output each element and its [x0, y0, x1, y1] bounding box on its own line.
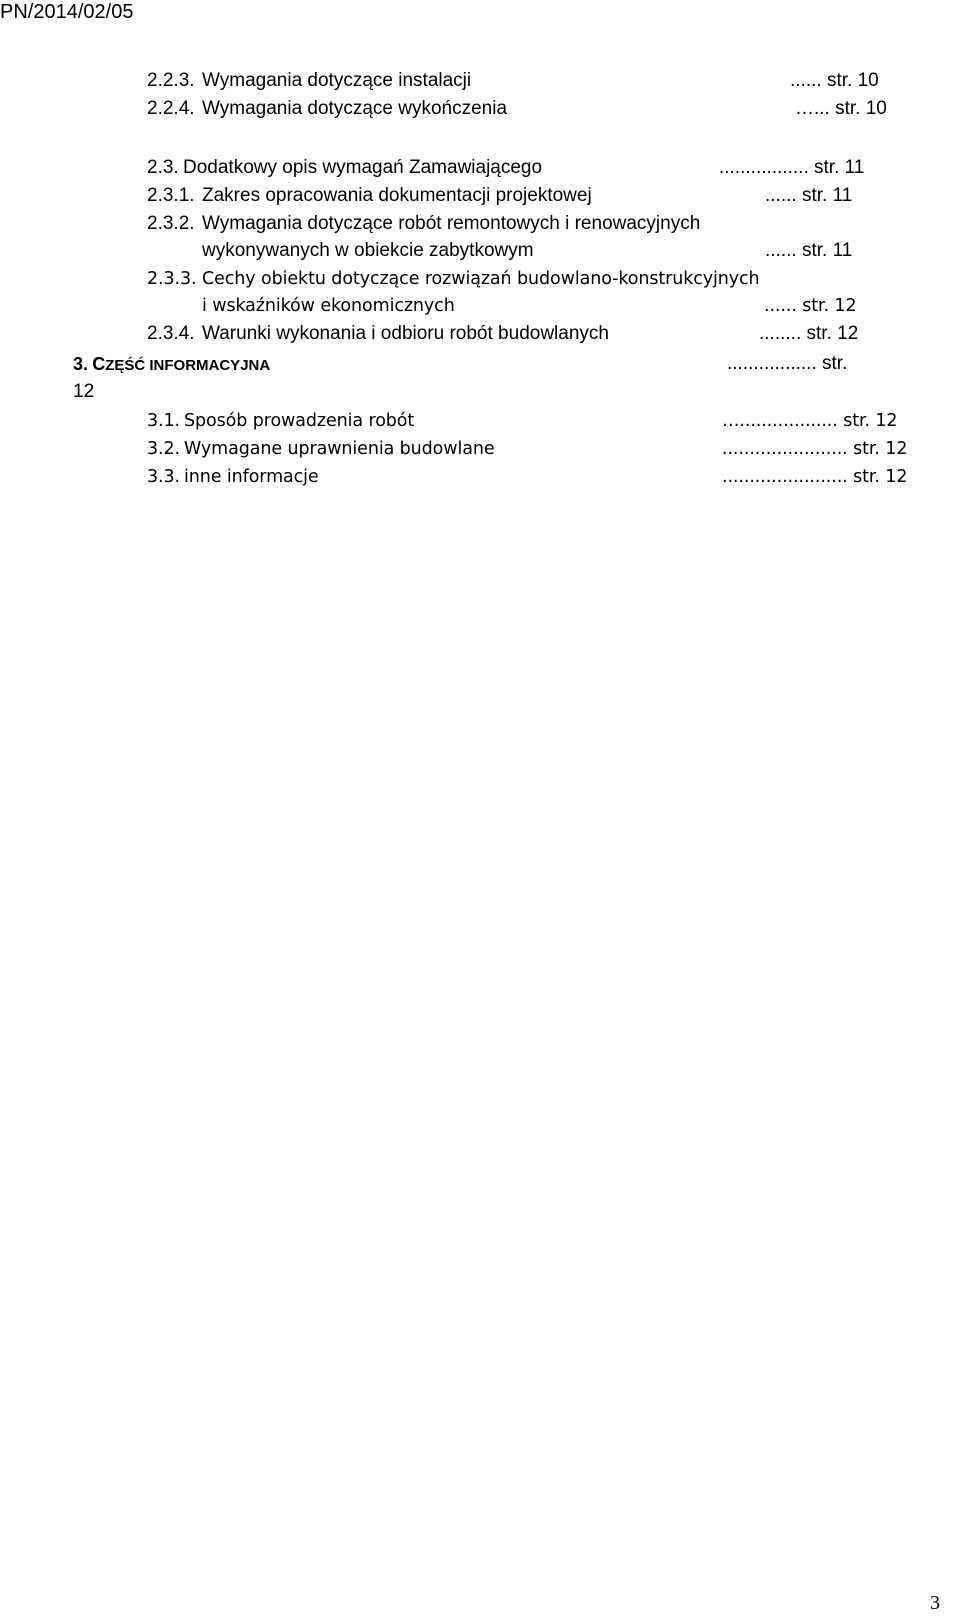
toc-entry-number: 2.2.4.	[147, 98, 195, 119]
toc-entry-title: Warunki wykonania i odbioru robót budowlanych	[202, 323, 609, 344]
toc-entry-page-ref: ................. str.	[727, 353, 848, 374]
toc-section-heading	[73, 352, 270, 378]
toc-entry-number: 2.2.3.	[147, 70, 195, 91]
toc-entry-title: inne informacje	[184, 467, 319, 487]
toc-entry-number: 3.2.	[147, 439, 180, 459]
toc-entry-page-ref: ...... str. 10	[790, 70, 879, 91]
toc-entry-title: Wymagania dotyczące robót remontowych i renowacyjnych	[202, 213, 701, 234]
toc-entry-number: 2.3.1.	[147, 185, 195, 206]
toc-entry-page-ref: ................. str. 11	[719, 157, 865, 178]
toc-entry-number: 2.3.	[147, 157, 179, 178]
toc-entry-title: Wymagane uprawnienia budowlane	[184, 439, 495, 459]
toc-entry-title: Wymagania dotyczące wykończenia	[202, 98, 508, 119]
toc-entry-page-ref: ...... str. 11	[765, 240, 853, 261]
toc-entry-page-ref: ....................... str. 12	[722, 467, 908, 487]
toc-entry-page-ref: …... str. 10	[795, 98, 887, 119]
toc-entry-title: ZĘŚĆ INFORMACYJNA	[105, 357, 271, 374]
toc-entry-page-ref: ....................... str. 12	[722, 439, 908, 459]
toc-entry-title: Cechy obiektu dotyczące rozwiązań budowlano-konstrukcyjnych	[202, 269, 760, 289]
toc-entry-number: 2.3.4.	[147, 323, 195, 344]
toc-entry-page-ref: ........ str. 12	[759, 323, 859, 344]
toc-entry-number: 2.3.2.	[147, 213, 195, 234]
toc-entry-page-ref: ….................. str. 12	[722, 411, 898, 431]
toc-entry-page-ref: ...... str. 11	[765, 185, 853, 206]
toc-entry-number: 2.3.3.	[147, 269, 197, 289]
toc-entry-title: Sposób prowadzenia robót	[184, 411, 415, 431]
toc-entry-title: Zakres opracowania dokumentacji projektowej	[202, 185, 592, 206]
toc-entry-title: Dodatkowy opis wymagań Zamawiającego	[183, 157, 543, 178]
toc-entry-title-initial: C	[92, 354, 106, 374]
toc-entry-page-ref-continuation: 12	[73, 381, 95, 402]
toc-entry-title: Wymagania dotyczące instalacji	[202, 70, 472, 91]
toc-entry-title-continuation: i wskaźników ekonomicznych	[202, 296, 455, 316]
toc-entry-title-continuation: wykonywanych w obiekcie zabytkowym	[202, 240, 534, 261]
toc-entry-number: 3.3.	[147, 467, 180, 487]
toc-entry-number: 3.	[73, 354, 89, 374]
page-number: 3	[930, 1592, 940, 1614]
toc-entry-number: 3.1.	[147, 411, 180, 431]
document-id: PN/2014/02/05	[0, 1, 134, 23]
toc-entry-page-ref: ...... str. 12	[764, 296, 857, 316]
